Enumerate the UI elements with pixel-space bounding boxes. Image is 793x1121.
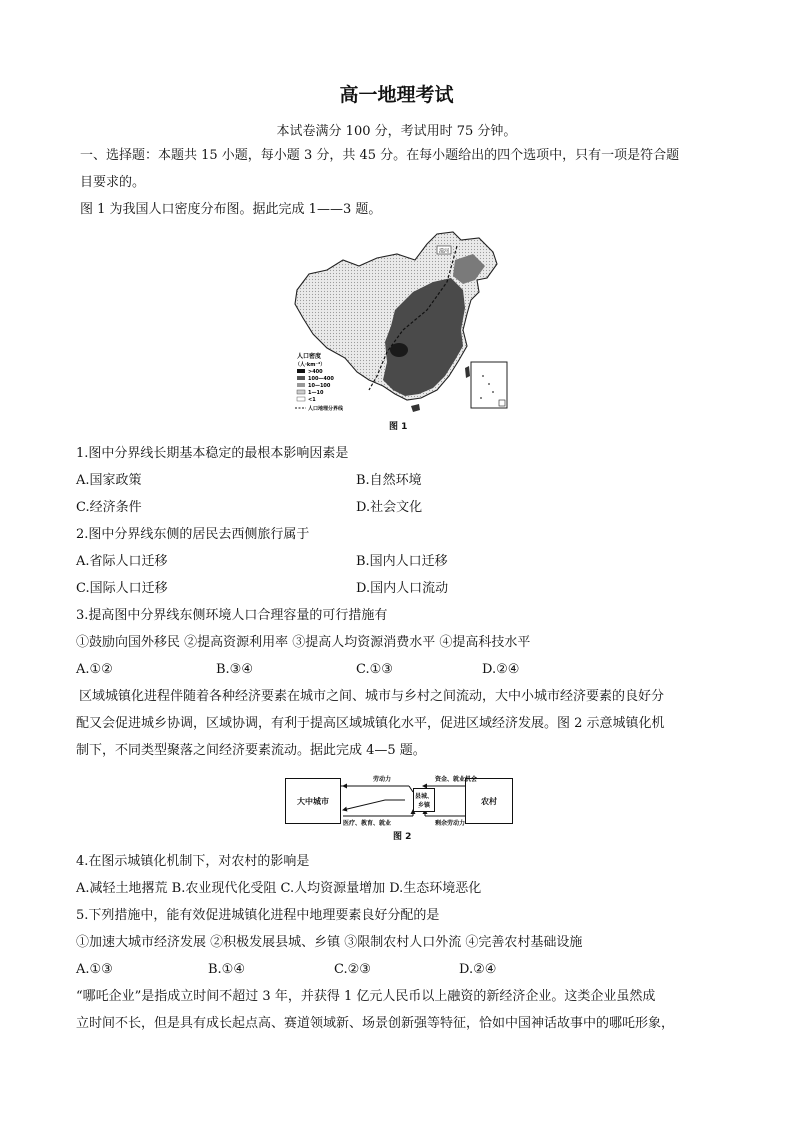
q2-option-d: D.国内人口流动 [356, 581, 449, 596]
q2-option-c: C.国际人口迁移 [76, 581, 168, 596]
q3-option-b: B.③④ [216, 662, 253, 677]
fig1-intro: 图 1 为我国人口密度分布图。据此完成 1——3 题。 [80, 202, 382, 217]
q5-option-c: C.②③ [334, 962, 371, 977]
q5-option-a: A.①③ [76, 962, 113, 977]
map-legend [295, 352, 344, 412]
population-density-map [287, 230, 515, 420]
flow-label-labor: 劳动力 [373, 776, 392, 783]
legend-item-3: 10—100 [308, 383, 331, 389]
passage3-line2: 立时间不长，但是具有成长起点高、赛道领域新、场景创新强等特征，恰如中国神话故事中的哪吒形象， [76, 1016, 675, 1031]
q3-option-a: A.①② [76, 662, 113, 677]
fig2-caption: 图 2 [393, 832, 412, 842]
legend-item-1: >400 [308, 369, 323, 375]
passage2-line2: 配又会促进城乡协调，区域协调，有利于提高区域城镇化水平，促进区域经济发展。图 2 示意城镇化机 [76, 716, 665, 731]
q1-option-b: B.自然环境 [356, 473, 422, 488]
q4-options: A.减轻土地撂荒 B.农业现代化受阻 C.人均资源量增加 D.生态环境恶化 [76, 881, 482, 896]
section-heading-line2: 目要求的。 [80, 175, 146, 190]
hainan-island [411, 404, 420, 412]
legend-item-4: 1—10 [308, 390, 324, 396]
legend-item-5: <1 [308, 397, 316, 403]
legend-item-2: 100—400 [308, 376, 334, 382]
q3-items: ①鼓励向国外移民 ②提高资源利用率 ③提高人均资源消费水平 ④提高科技水平 [76, 635, 531, 650]
fig1-caption: 图 1 [389, 422, 408, 432]
urbanization-flow-diagram [285, 772, 513, 830]
china-map-graphic [287, 230, 515, 420]
passage3-line1: “哪吒企业”是指成立时间不超过 3 年，并获得 1 亿元人民币以上融资的新经济企业。这类企业虽然成 [76, 989, 656, 1004]
q1-stem: 1.图中分界线长期基本稳定的最根本影响因素是 [76, 446, 349, 461]
q4-stem: 4.在图示城镇化机制下，对农村的影响是 [76, 854, 310, 869]
village-box: 农村 [465, 778, 513, 824]
q3-option-d: D.②④ [482, 662, 520, 677]
passage2-line1: 区域城镇化进程伴随着各种经济要素在城市之间、城市与乡村之间流动，大中小城市经济要素的良好分 [79, 689, 665, 704]
page-title: 高一地理考试 [339, 84, 454, 106]
q2-option-b: B.国内人口迁移 [356, 554, 448, 569]
q3-stem: 3.提高图中分界线东侧环境人口合理容量的可行措施有 [76, 608, 388, 623]
q2-stem: 2.图中分界线东侧的居民去西侧旅行属于 [76, 527, 310, 542]
flow-label-surplus: 剩余劳动力 [435, 820, 466, 827]
section-heading-line1: 一、选择题：本题共 15 小题，每小题 3 分，共 45 分。在每小题给出的四个选项中，只有一项是符合题 [80, 148, 680, 163]
legend-line: 人口地理分界线 [308, 406, 344, 412]
big-city-box: 大中城市 [285, 778, 341, 824]
legend-title: 人口密度 [297, 353, 322, 360]
q1-option-c: C.经济条件 [76, 500, 142, 515]
flow-label-capital: 资金、就业机会 [435, 776, 478, 783]
legend-unit: （人·km⁻²） [295, 362, 326, 368]
city-label: 漠河 [438, 248, 450, 255]
q1-option-d: D.社会文化 [356, 500, 423, 515]
q5-option-b: B.①④ [208, 962, 245, 977]
q1-option-a: A.国家政策 [76, 473, 142, 488]
county-town-box: 县城、乡镇 [413, 788, 435, 812]
q5-stem: 5.下列措施中，能有效促进城镇化进程中地理要素良好分配的是 [76, 908, 440, 923]
flow-label-services: 医疗、教育、就业 [343, 820, 392, 827]
q5-option-d: D.②④ [459, 962, 497, 977]
taiwan-island [465, 366, 470, 378]
q3-option-c: C.①③ [356, 662, 393, 677]
exam-subtitle: 本试卷满分 100 分，考试用时 75 分钟。 [276, 124, 517, 139]
passage2-line3: 制下，不同类型聚落之间经济要素流动。据此完成 4—5 题。 [76, 743, 426, 758]
q2-option-a: A.省际人口迁移 [76, 554, 168, 569]
q5-items: ①加速大城市经济发展 ②积极发展县城、乡镇 ③限制农村人口外流 ④完善农村基础设施 [76, 935, 583, 950]
